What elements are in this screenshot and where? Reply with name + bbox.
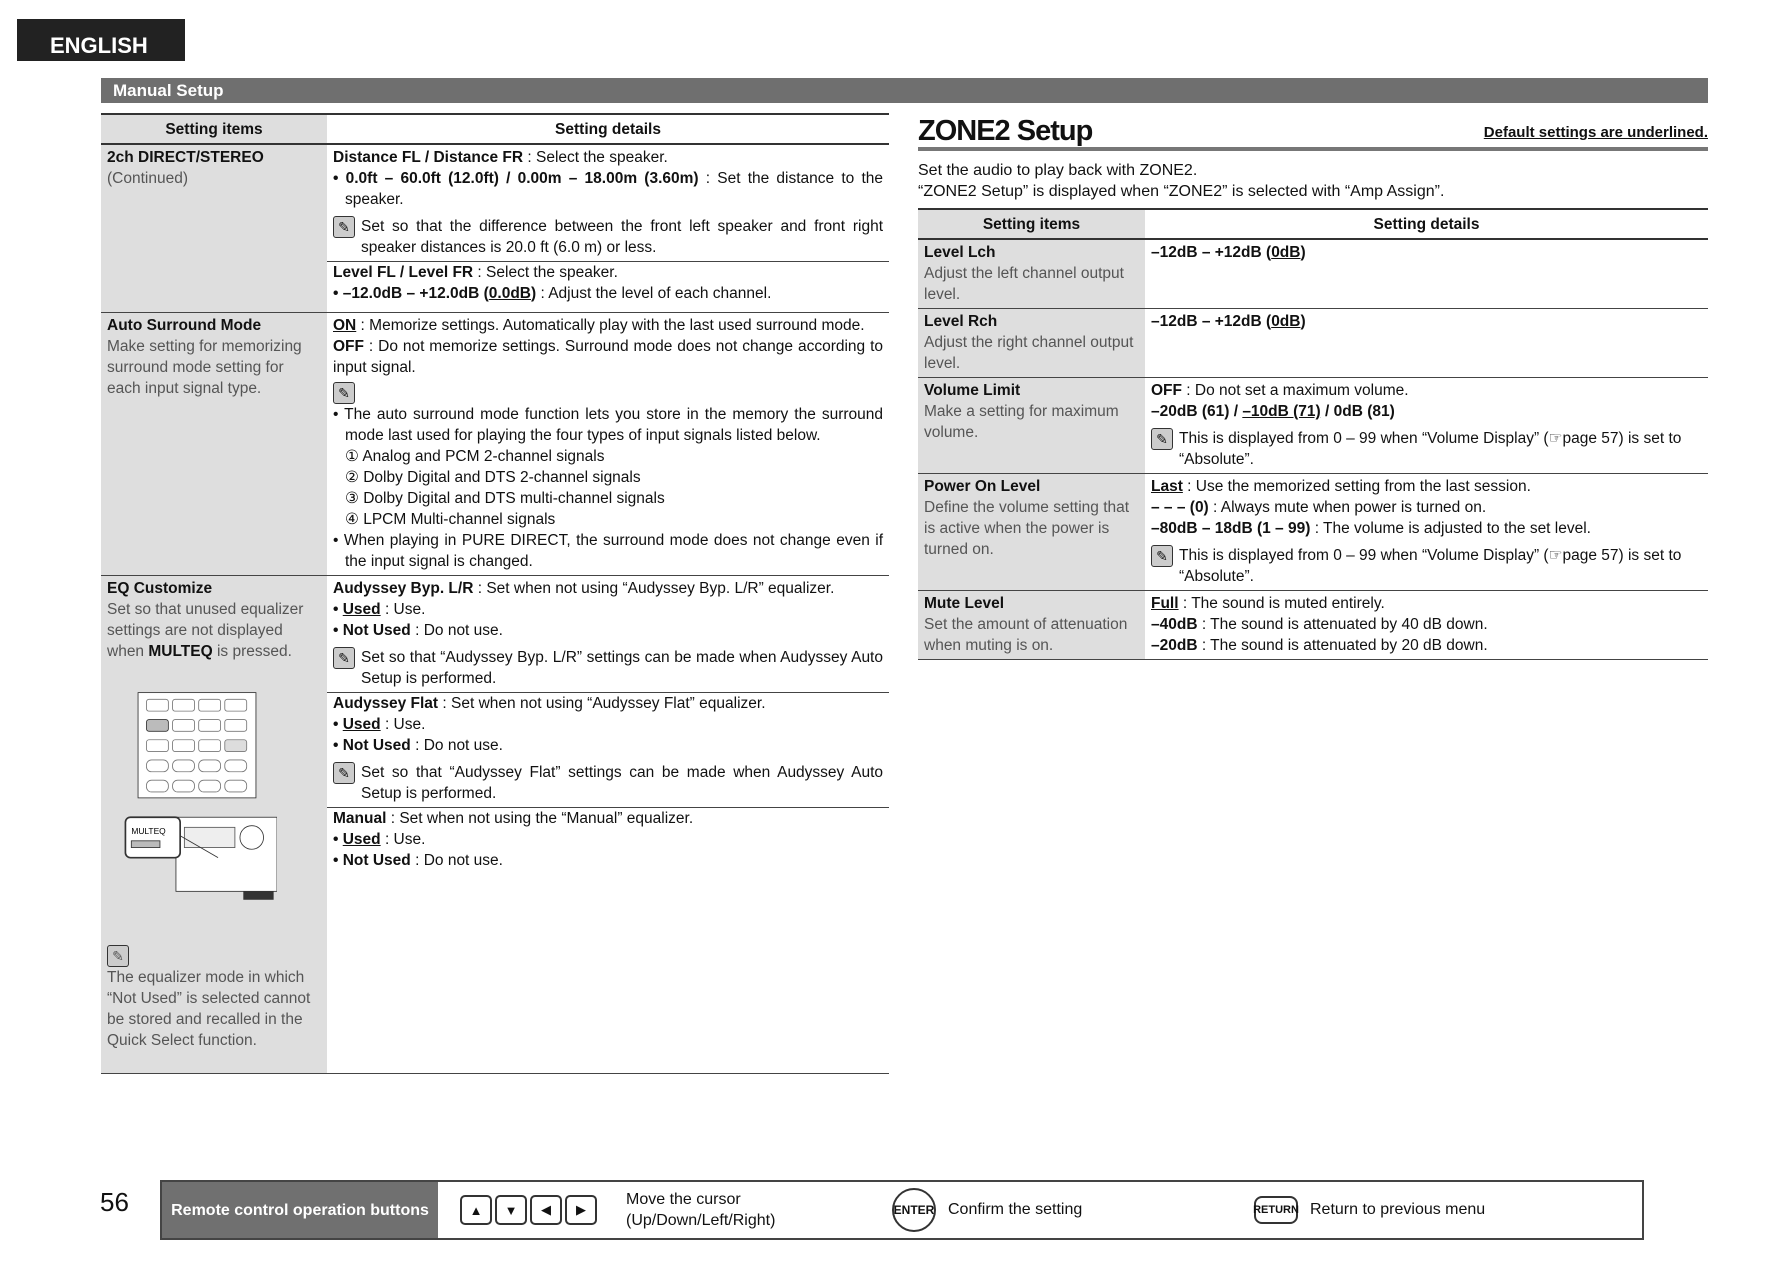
note-icon: ✎ <box>1151 545 1173 567</box>
detail-range-end: ) <box>530 285 537 302</box>
detail-range: –12dB – +12dB ( <box>1151 244 1272 261</box>
option-label: OFF <box>1151 382 1182 399</box>
item-title: Auto Surround Mode <box>107 317 262 334</box>
item-desc: Set the amount of attenuation when muting is on. <box>924 616 1128 654</box>
item-desc: Adjust the right channel output level. <box>924 334 1134 372</box>
default-value: –10dB (71) <box>1242 403 1321 420</box>
item-title: Volume Limit <box>924 382 1021 399</box>
remote-legend <box>160 1180 1644 1240</box>
option-label: –80dB – 18dB (1 – 99) <box>1151 520 1311 537</box>
item-title: EQ Customize <box>107 580 213 597</box>
option-label: Not Used <box>342 737 411 754</box>
list-item: ② Dolby Digital and DTS 2-channel signals <box>345 469 641 486</box>
remote-legend-label: Remote control operation buttons <box>162 1182 438 1238</box>
note-text: • The auto surround mode function lets you store in the memory the surround mode last used for playing the four types of input signals listed below. <box>333 406 883 444</box>
zone2-title: ZONE2 Setup <box>918 115 1093 147</box>
table-row: Volume Limit Make a setting for maximum volume. OFF : Do not set a maximum volume. –20dB (61) / –10dB (71) / 0dB (81) ✎ This is displayed from 0 – 99 when “Volume Display” (☞page 57) is set to “Absolute”. <box>918 378 1708 474</box>
item-desc: Make setting for memorizing surround mode setting for each input signal type. <box>107 338 302 397</box>
detail-range: –12dB – +12dB ( <box>1151 313 1272 330</box>
default-value: 0.0dB <box>488 285 531 302</box>
default-value: ON <box>333 317 357 334</box>
up-arrow-icon: ▲ <box>460 1195 492 1225</box>
page-number: 56 <box>100 1187 129 1217</box>
detail-label: Audyssey Byp. L/R <box>333 580 474 597</box>
note-text: This is displayed from 0 – 99 when “Volume Display” (☞page 57) is set to “Absolute”. <box>1179 430 1682 468</box>
option-label: Not Used <box>342 622 411 639</box>
item-title: 2ch DIRECT/STEREO <box>107 149 264 166</box>
list-item: ④ LPCM Multi-channel signals <box>345 511 556 528</box>
detail-text: : Adjust the level of each channel. <box>536 285 772 302</box>
col-header-items: Setting items <box>918 209 1145 239</box>
language-tab: ENGLISH <box>17 19 185 61</box>
table-row <box>101 313 889 576</box>
detail-text: : Set when not using “Audyssey Flat” equalizer. <box>438 695 766 712</box>
zone2-table <box>918 208 1708 660</box>
col-header-details: Setting details <box>327 114 889 144</box>
note-text: Set so that “Audyssey Byp. L/R” settings can be made when Audyssey Auto Setup is performed. <box>361 649 883 687</box>
item-title: Power On Level <box>924 478 1041 495</box>
detail-range: –20dB (61) / <box>1151 403 1243 420</box>
table-row: Level Rch Adjust the right channel output level. –12dB – +12dB (0dB) <box>918 309 1708 378</box>
note-icon: ✎ <box>333 762 355 784</box>
col-header-details: Setting details <box>1145 209 1708 239</box>
detail-text: : Do not memorize settings. Surround mode does not change according to input signal. <box>333 338 883 376</box>
note-icon: ✎ <box>1151 428 1173 450</box>
default-value: 0dB <box>1271 313 1301 330</box>
default-value: Full <box>1151 595 1179 612</box>
detail-range: • –12.0dB – +12.0dB ( <box>333 285 489 302</box>
default-settings-note: Default settings are underlined. <box>1483 124 1708 141</box>
intro-line: Set the audio to play back with ZONE2. <box>918 162 1198 179</box>
table-row: EQ Customize Set so that unused equalizer settings are not displayed when MULTEQ is pressed. MULTEQ ✎ The equalizer mode in which “Not Used” is selected cannot be stored and recalled in the Quick Select function. Audyssey Byp. L/R : Set when not using “Audyssey Byp. L/R” equalizer. • Used : Use. • Not Used : Do not use. ✎ Set so that “Audyssey Byp. L/R” settings can be made when Audyssey Auto Setup is performed. Audyssey Flat : Set when not using “Audyssey Flat” equalizer. • Used : Use. • Not Used : Do not use. ✎ Set so that “Audyssey Flat” settings can be made when Audyssey Auto Setup is performed. Manual : Set when not using the “Manual” equalizer. • Used : Use. • Not Used : Do not use. <box>101 576 889 1074</box>
note-text: Set so that “Audyssey Flat” settings can be made when Audyssey Auto Setup is performed. <box>361 764 883 802</box>
right-arrow-icon: ▶ <box>565 1195 597 1225</box>
table-row: Mute Level Set the amount of attenuation when muting is on. Full : The sound is muted entirely. –40dB : The sound is attenuated by 40 dB down. –20dB : The sound is attenuated by 20 dB down. <box>918 591 1708 660</box>
detail-label: Distance FL / Distance FR <box>333 149 524 166</box>
item-desc: (Continued) <box>107 170 188 187</box>
intro-line: “ZONE2 Setup” is displayed when “ZONE2” is selected with “Amp Assign”. <box>918 183 1445 200</box>
table-row: Level Lch Adjust the left channel output level. –12dB – +12dB (0dB) <box>918 239 1708 309</box>
table-row <box>101 144 889 313</box>
detail-text: : Select the speaker. <box>473 264 618 281</box>
zone2-intro <box>918 160 1444 202</box>
table-row: Power On Level Define the volume setting that is active when the power is turned on. Last : Use the memorized setting from the last session. – – – (0) : Always mute when power is turned on. –80dB – 18dB (1 – 99) : The volume is adjusted to the set level. ✎ This is displayed from 0 – 99 when “Volume Display” (☞page 57) is set to “Absolute”. <box>918 474 1708 591</box>
manual-setup-table <box>101 113 889 1074</box>
list-item: ③ Dolby Digital and DTS multi-channel signals <box>345 490 665 507</box>
list-item: ① Analog and PCM 2-channel signals <box>345 448 605 465</box>
item-desc: Define the volume setting that is active when the power is turned on. <box>924 499 1130 558</box>
default-value: 0dB <box>1271 244 1301 261</box>
return-text: Return to previous menu <box>1310 1201 1486 1218</box>
option-label: –20dB <box>1151 637 1198 654</box>
option-label: –40dB <box>1151 616 1198 633</box>
enter-icon: ENTER <box>892 1188 936 1232</box>
detail-label: Level FL / Level FR <box>333 264 474 281</box>
cursor-text: Move the cursor (Up/Down/Left/Right) <box>626 1191 776 1229</box>
detail-range: • 0.0ft – 60.0ft (12.0ft) / 0.00m – 18.00m (3.60m) <box>333 170 699 187</box>
note-icon: ✎ <box>107 945 129 967</box>
item-desc: Adjust the left channel output level. <box>924 265 1124 303</box>
item-desc: Make a setting for maximum volume. <box>924 403 1119 441</box>
col-header-items: Setting items <box>101 114 327 144</box>
note-text: Set so that the difference between the front left speaker and front right speaker distances is 20.0 ft (6.0 m) or less. <box>361 218 883 256</box>
detail-label: Audyssey Flat <box>333 695 439 712</box>
option-label: Not Used <box>342 852 411 869</box>
detail-text: : Set when not using the “Manual” equalizer. <box>386 810 694 827</box>
note-text: The equalizer mode in which “Not Used” is selected cannot be stored and recalled in the Quick Select function. <box>107 969 311 1049</box>
zone2-title-bar <box>918 115 1708 151</box>
detail-label: Manual <box>333 810 387 827</box>
default-value: Used <box>342 831 381 848</box>
note-text: This is displayed from 0 – 99 when “Volume Display” (☞page 57) is set to “Absolute”. <box>1179 547 1682 585</box>
remote-multeq-label: MULTEQ <box>131 826 166 837</box>
return-icon: RETURN <box>1254 1196 1298 1224</box>
detail-text: : Set the distance to the speaker. <box>345 170 883 208</box>
item-title: Mute Level <box>924 595 1005 612</box>
note-icon: ✎ <box>333 216 355 238</box>
default-value: Used <box>342 601 381 618</box>
detail-text: : Set when not using “Audyssey Byp. L/R” equalizer. <box>473 580 835 597</box>
default-value: Used <box>342 716 381 733</box>
note-text: • When playing in PURE DIRECT, the surround mode does not change even if the input signal is changed. <box>333 532 883 570</box>
enter-text: Confirm the setting <box>948 1201 1083 1218</box>
detail-label: OFF <box>333 338 364 355</box>
default-value: Last <box>1151 478 1183 495</box>
note-icon: ✎ <box>333 647 355 669</box>
note-icon: ✎ <box>333 382 355 404</box>
remote-illustration <box>117 670 277 935</box>
cursor-keys <box>460 1195 600 1225</box>
detail-text: : Select the speaker. <box>523 149 668 166</box>
item-title: Level Lch <box>924 244 996 261</box>
item-desc: Set so that unused equalizer settings are not displayed when MULTEQ is pressed. <box>107 601 304 660</box>
section-header: Manual Setup <box>101 78 1708 103</box>
item-title: Level Rch <box>924 313 998 330</box>
detail-text: : Memorize settings. Automatically play with the last used surround mode. <box>356 317 865 334</box>
down-arrow-icon: ▼ <box>495 1195 527 1225</box>
option-label: – – – (0) <box>1151 499 1209 516</box>
left-arrow-icon: ◀ <box>530 1195 562 1225</box>
